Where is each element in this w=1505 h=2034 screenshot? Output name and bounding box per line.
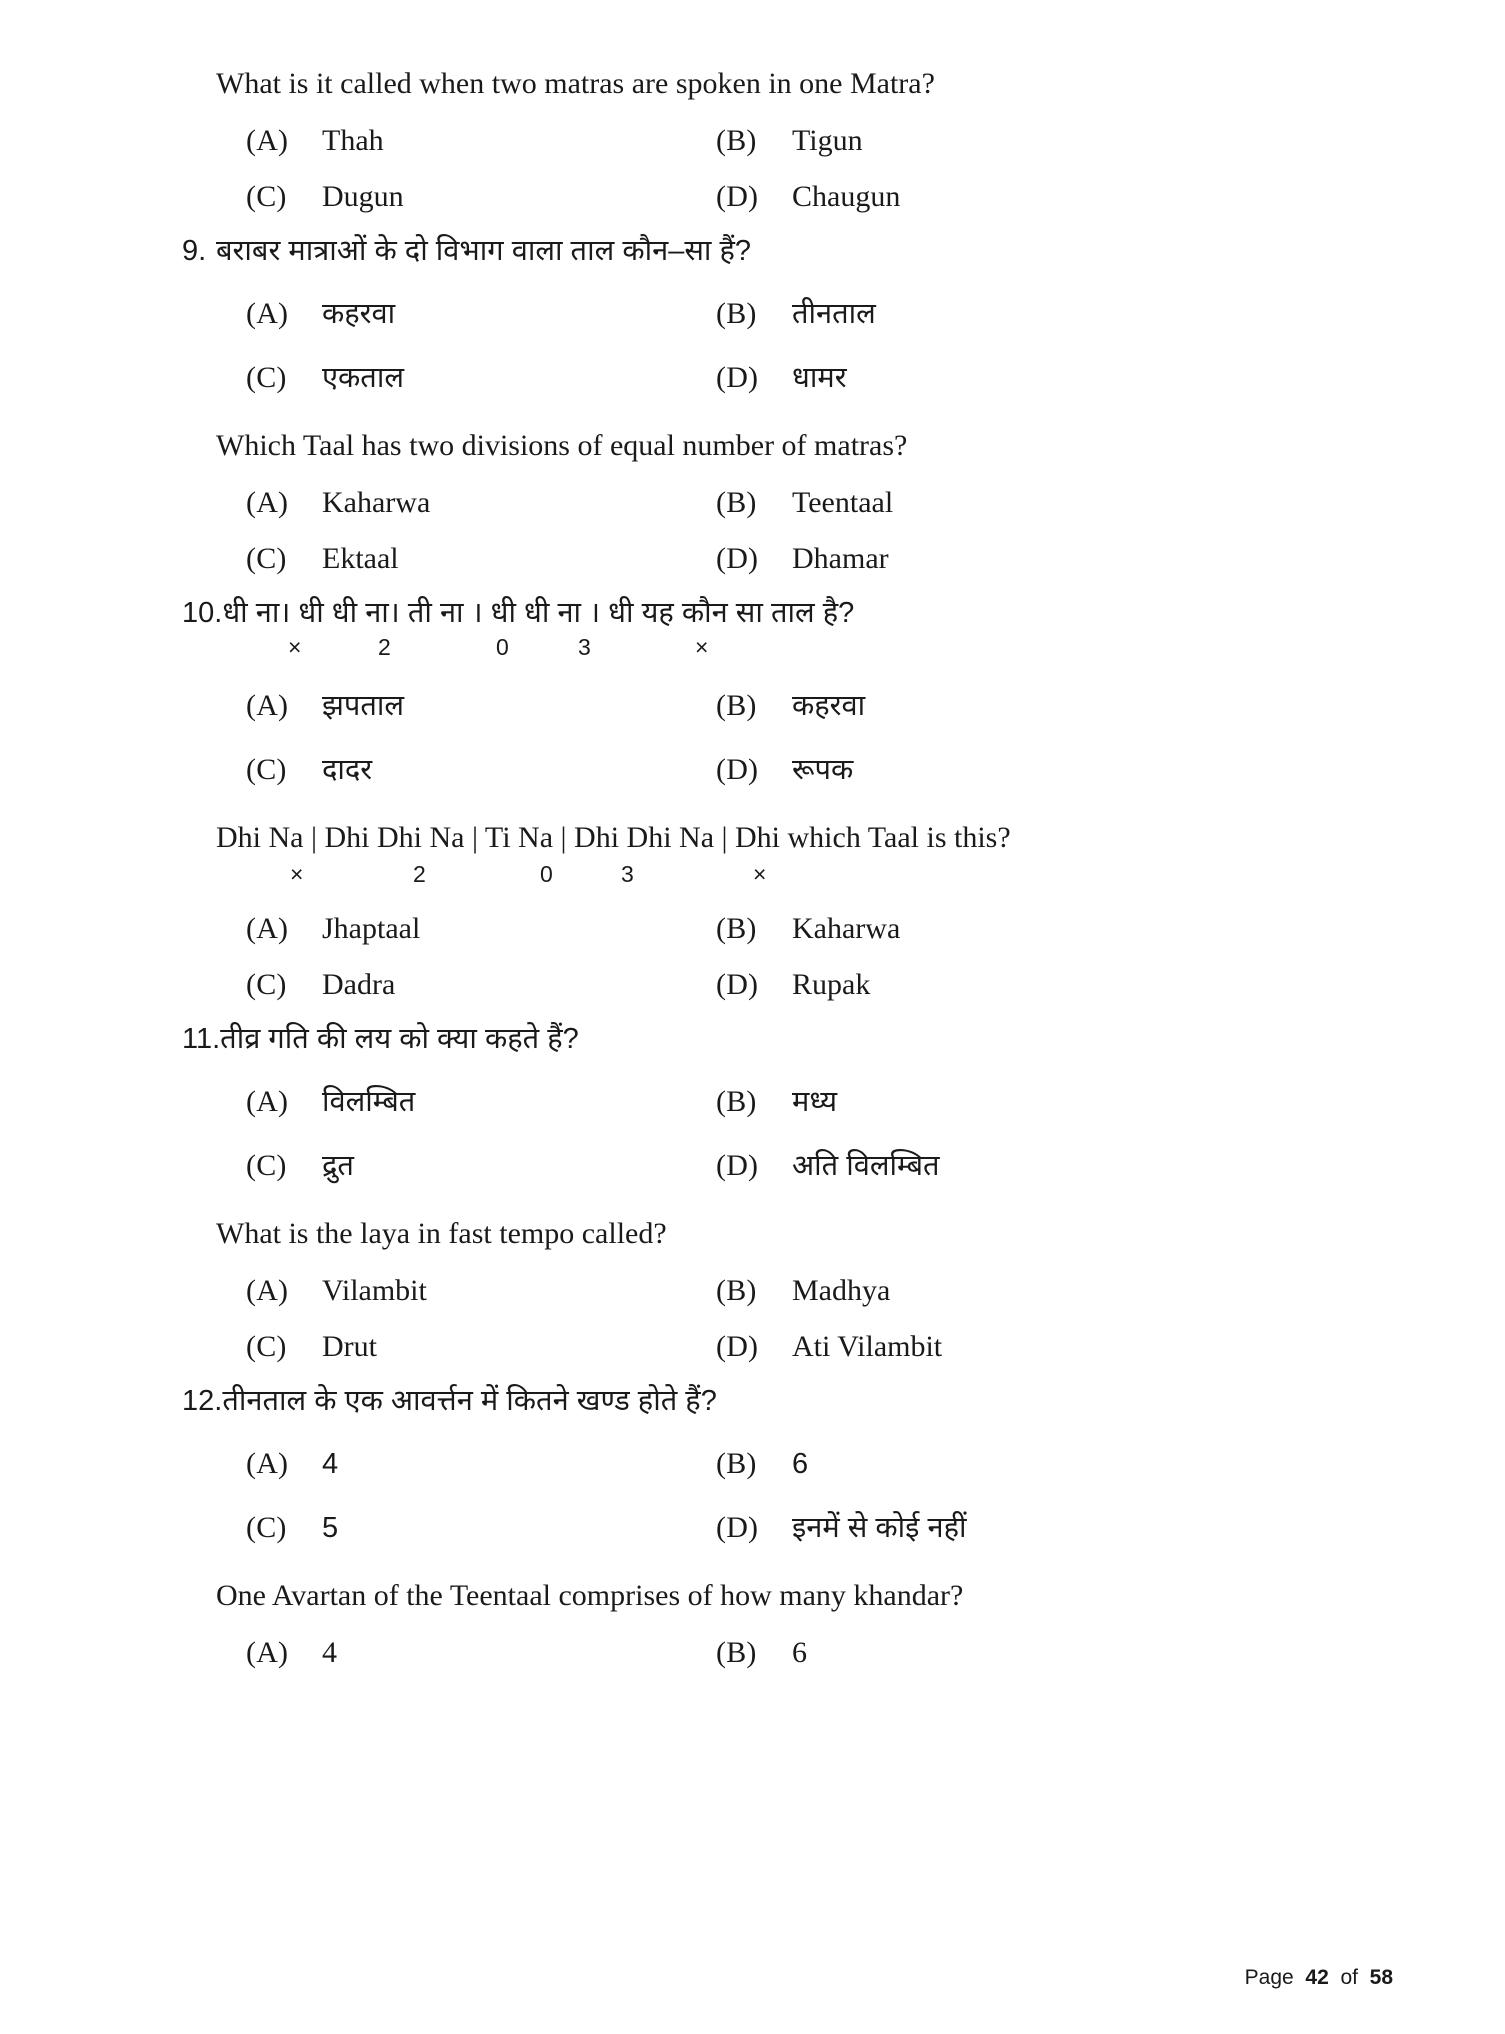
option-tag: (D) [716, 752, 759, 786]
option-tag: (D) [716, 1330, 759, 1364]
option-grid [246, 1625, 1248, 1681]
option-d[interactable] [716, 169, 1248, 225]
option-c[interactable] [246, 1134, 716, 1198]
taal-matra-marker: 0 [540, 860, 553, 887]
option-tag: (C) [246, 752, 287, 786]
option-tag: (B) [716, 485, 757, 519]
option-tag: (B) [716, 911, 757, 945]
option-block [228, 1070, 1248, 1198]
option-a[interactable] [246, 1263, 716, 1319]
taal-matra-marker: 3 [621, 860, 634, 887]
question-list [182, 48, 1248, 1685]
option-tag: (C) [246, 1148, 287, 1182]
option-grid [246, 475, 1248, 588]
question-text: तीव्र गति की लय को क्या कहते हैं? [220, 1022, 579, 1055]
option-b[interactable] [716, 282, 1248, 346]
option-value: मध्य [792, 1085, 838, 1118]
option-block [228, 282, 1248, 410]
option-tag: (B) [716, 1273, 757, 1307]
option-tag: (A) [246, 485, 289, 519]
option-value: Jhaptaal [322, 911, 421, 945]
question-line [216, 64, 1248, 103]
option-tag: (C) [246, 1330, 287, 1364]
option-b[interactable] [716, 475, 1248, 531]
option-grid [246, 113, 1248, 226]
question-number: 11. [182, 1022, 221, 1055]
option-tag: (D) [716, 180, 759, 214]
option-a[interactable] [246, 113, 716, 169]
option-c[interactable] [246, 1496, 716, 1560]
question-line [216, 818, 1248, 857]
option-b[interactable] [716, 1263, 1248, 1319]
option-tag: (D) [716, 1148, 759, 1182]
option-value: अति विलम्बित [792, 1149, 940, 1182]
option-value: रूपक [792, 753, 854, 786]
option-value: Madhya [792, 1273, 891, 1307]
option-tag: (D) [716, 542, 759, 576]
question-line [182, 230, 1248, 272]
option-tag: (B) [716, 688, 757, 722]
option-block [228, 674, 1248, 802]
option-tag: (D) [716, 360, 759, 394]
footer-page-label: Page [1244, 1966, 1294, 1989]
option-value: 6 [792, 1447, 809, 1480]
option-block [228, 1625, 1248, 1681]
option-a[interactable] [246, 282, 716, 346]
option-b[interactable] [716, 674, 1248, 738]
question-number: 9. [182, 234, 207, 267]
question-text: Which Taal has two divisions of equal number of matras? [216, 428, 908, 462]
option-value: तीनताल [792, 297, 876, 330]
option-block [228, 113, 1248, 226]
option-value: दादर [322, 753, 373, 786]
option-value: 5 [322, 1511, 339, 1544]
footer-of-label: of [1340, 1966, 1358, 1989]
question-line [182, 1018, 1248, 1060]
option-c[interactable] [246, 738, 716, 802]
option-value: Vilambit [322, 1273, 427, 1307]
option-a[interactable] [246, 475, 716, 531]
option-value: Dugun [322, 180, 404, 214]
option-a[interactable] [246, 1070, 716, 1134]
footer-page-number: 42 [1305, 1966, 1329, 1989]
option-value: Ati Vilambit [792, 1330, 943, 1364]
option-value: Thah [322, 124, 384, 157]
option-grid [246, 1263, 1248, 1376]
option-a[interactable] [246, 1432, 716, 1496]
option-d[interactable] [716, 738, 1248, 802]
option-grid [246, 282, 1248, 410]
question-text: बराबर मात्राओं के दो विभाग वाला ताल कौन–सा हैं? [216, 234, 752, 267]
taal-matra-marker: 2 [413, 860, 426, 887]
taal-matra-marker: 2 [378, 633, 391, 660]
question-text: What is the laya in fast tempo called? [216, 1216, 667, 1250]
option-b[interactable] [716, 1432, 1248, 1496]
option-tag: (B) [716, 1446, 757, 1480]
page-footer [1245, 1966, 1393, 1990]
option-tag: (B) [716, 1635, 757, 1669]
option-d[interactable] [716, 957, 1248, 1013]
option-block [228, 1263, 1248, 1376]
option-tag: (C) [246, 180, 287, 214]
option-tag: (D) [716, 968, 759, 1002]
question-text: What is it called when two matras are spoken in one Matra? [216, 67, 935, 100]
option-value: Tigun [792, 124, 863, 157]
option-d[interactable] [716, 1496, 1248, 1560]
option-d[interactable] [716, 1134, 1248, 1198]
option-d[interactable] [716, 531, 1248, 587]
footer-total-pages: 58 [1369, 1966, 1393, 1989]
taal-notation-row [228, 861, 1248, 891]
question-text: One Avartan of the Teentaal comprises of how many khandar? [216, 1578, 964, 1612]
taal-matra-marker: × [288, 633, 302, 660]
option-value: द्रुत [322, 1149, 354, 1182]
option-tag: (B) [716, 1084, 757, 1118]
option-block [228, 901, 1248, 1014]
question-text: Dhi Na | Dhi Dhi Na | Ti Na | Dhi Dhi Na | Dhi which Taal is this? [216, 820, 1011, 854]
option-c[interactable] [246, 531, 716, 587]
question-text: धी ना। धी धी ना। ती ना । धी धी ना । धी यह कौन सा ताल है? [222, 596, 855, 629]
option-b[interactable] [716, 1070, 1248, 1134]
taal-notation-row [228, 634, 1248, 664]
option-value: Chaugun [792, 180, 901, 214]
option-value: Ektaal [322, 542, 399, 576]
option-grid [246, 1432, 1248, 1560]
option-value: इनमें से कोई नहीं [792, 1511, 967, 1544]
option-value: झपताल [322, 689, 405, 722]
option-tag: (C) [246, 542, 287, 576]
option-value: Kaharwa [322, 485, 431, 519]
option-tag: (A) [246, 1635, 289, 1669]
option-tag: (C) [246, 968, 287, 1002]
option-a[interactable] [246, 674, 716, 738]
option-grid [246, 1070, 1248, 1198]
question-line [182, 1380, 1248, 1422]
question-number: 12. [182, 1384, 223, 1417]
option-tag: (B) [716, 296, 757, 330]
option-value: Dadra [322, 968, 396, 1002]
taal-matra-marker: 3 [578, 633, 591, 660]
option-tag: (A) [246, 1273, 289, 1307]
option-tag: (A) [246, 296, 289, 330]
option-value: Teentaal [792, 485, 894, 519]
option-value: 4 [322, 1447, 339, 1480]
option-tag: (B) [716, 124, 757, 157]
option-c[interactable] [246, 957, 716, 1013]
taal-matra-marker: 0 [496, 633, 509, 660]
option-value: Rupak [792, 968, 871, 1002]
taal-matra-marker: × [290, 860, 304, 887]
option-block [228, 475, 1248, 588]
question-line [216, 426, 1248, 465]
option-tag: (D) [716, 1510, 759, 1544]
option-d[interactable] [716, 346, 1248, 410]
option-tag: (A) [246, 1446, 289, 1480]
option-block [228, 1432, 1248, 1560]
option-c[interactable] [246, 346, 716, 410]
option-value: कहरवा [322, 297, 396, 330]
option-b[interactable] [716, 113, 1248, 169]
option-value: 4 [322, 1635, 337, 1669]
option-grid [246, 901, 1248, 1014]
taal-matra-marker: × [695, 633, 709, 660]
question-number: 10. [182, 596, 223, 629]
option-tag: (A) [246, 124, 289, 157]
option-value: धामर [792, 361, 847, 394]
question-line [182, 592, 1248, 634]
option-d[interactable] [716, 1319, 1248, 1375]
option-a[interactable] [246, 1625, 716, 1681]
option-value: Dhamar [792, 542, 889, 576]
option-a[interactable] [246, 901, 716, 957]
option-c[interactable] [246, 1319, 716, 1375]
option-value: विलम्बित [322, 1085, 416, 1118]
option-grid [246, 674, 1248, 802]
option-b[interactable] [716, 1625, 1248, 1681]
option-value: कहरवा [792, 689, 866, 722]
option-tag: (C) [246, 1510, 287, 1544]
option-b[interactable] [716, 901, 1248, 957]
option-c[interactable] [246, 169, 716, 225]
option-value: Drut [322, 1330, 377, 1364]
option-tag: (A) [246, 911, 289, 945]
option-value: एकताल [322, 361, 405, 394]
option-value: 6 [792, 1635, 807, 1669]
question-text: तीनताल के एक आवर्त्तन में कितने खण्ड होते हैं? [222, 1384, 717, 1417]
option-tag: (C) [246, 360, 287, 394]
option-tag: (A) [246, 688, 289, 722]
taal-matra-marker: × [753, 860, 767, 887]
option-value: Kaharwa [792, 911, 901, 945]
question-line [216, 1214, 1248, 1253]
question-line [216, 1576, 1248, 1615]
option-tag: (A) [246, 1084, 289, 1118]
